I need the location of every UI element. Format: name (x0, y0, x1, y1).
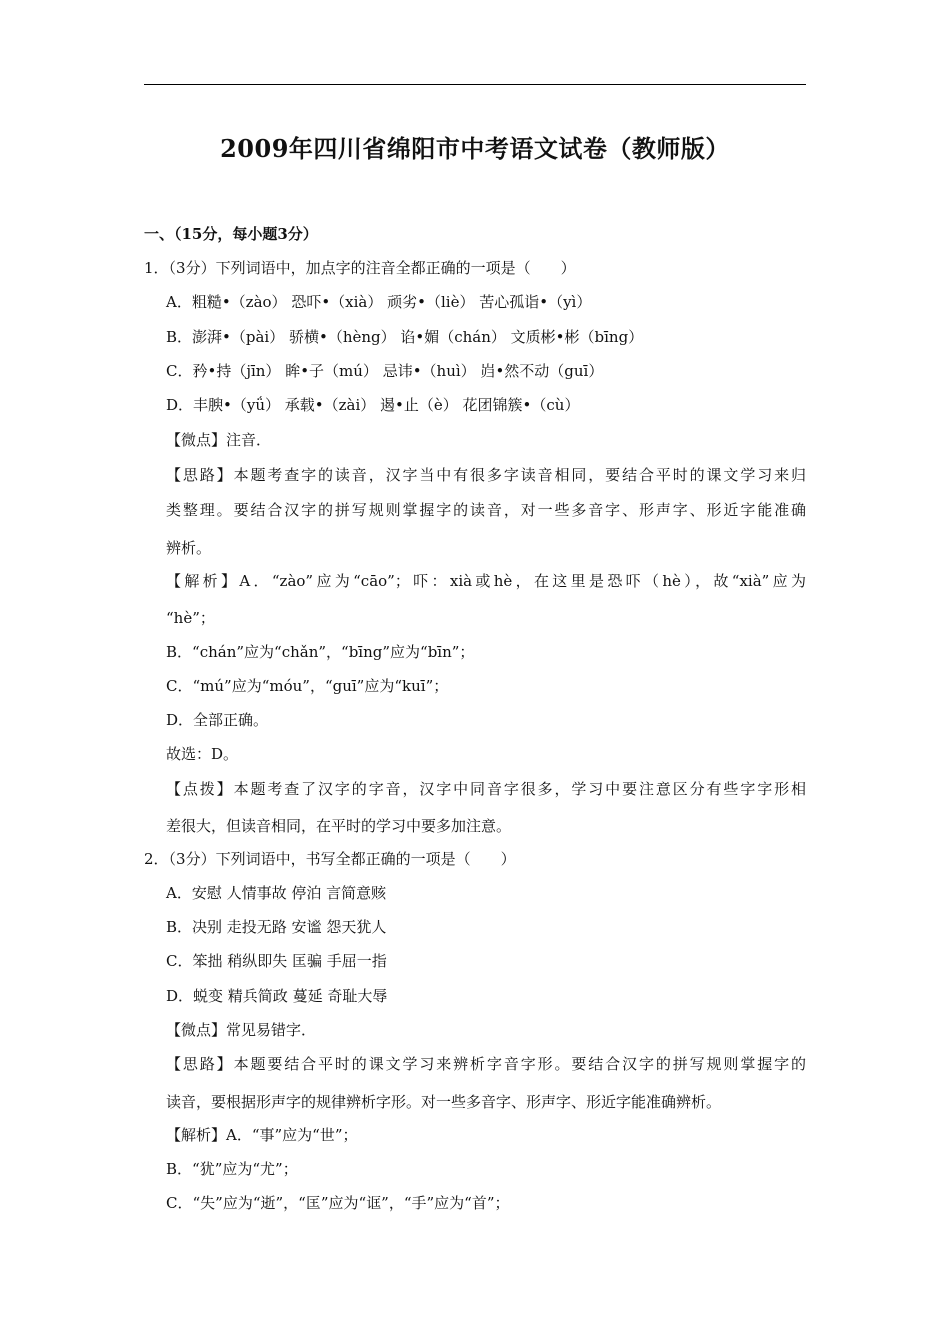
q2-analysis-b: B．“犹”应为“尤”； (166, 1160, 298, 1178)
header-rule (144, 84, 806, 85)
q1-analysis-c: C．“mú”应为“móu”，“guī”应为“kuī”； (166, 677, 449, 695)
q1-option-c: C．矜•持（jīn） 眸•子（mú） 忌讳•（huì） 岿•然不动（guī） (166, 362, 604, 380)
q1-analysis-line-2: “hè”； (166, 609, 215, 627)
page-title: 2009年四川省绵阳市中考语文试卷（教师版） (220, 134, 730, 163)
q2-option-c: C．笨拙 稍纵即失 匡骗 手屈一指 (166, 952, 387, 970)
q1-analysis-b: B．“chán”应为“chǎn”，“bīng”应为“bīn”； (166, 643, 475, 661)
q1-answer: 故选：D。 (166, 745, 239, 763)
q2-approach-line-1: 【思路】本题要结合平时的课文学习来辨析字音字形。要结合汉字的拼写规则掌握字的 (166, 1055, 806, 1073)
q1-analysis-d: D．全部正确。 (166, 711, 269, 729)
q2-keypoint: 【微点】常见易错字． (166, 1021, 317, 1039)
question-2-stem: 2．（3分）下列词语中，书写全都正确的一项是（ ） (144, 850, 516, 868)
question-1-stem: 1．（3分）下列词语中，加点字的注音全都正确的一项是（ ） (144, 259, 576, 277)
q1-approach-line-3: 辨析。 (166, 539, 212, 557)
q1-approach-line-2: 类整理。要结合汉字的拼写规则掌握字的读音，对一些多音字、形声字、形近字能准确 (166, 501, 806, 519)
q1-tip-line-2: 差很大，但读音相同，在平时的学习中要多加注意。 (166, 817, 512, 835)
q1-option-b: B．澎湃•（pài） 骄横•（hèng） 谄•媚（chán） 文质彬•彬（bīng） (166, 328, 644, 346)
q2-option-a: A．安慰 人情事故 停泊 言简意赅 (166, 884, 387, 902)
q2-analysis-c: C．“失”应为“逝”，“匡”应为“诓”，“手”应为“首”； (166, 1194, 510, 1212)
q2-approach-line-2: 读音，要根据形声字的规律辨析字形。对一些多音字、形声字、形近字能准确辨析。 (166, 1093, 722, 1111)
q1-approach-line-1: 【思路】本题考查字的读音，汉字当中有很多字读音相同，要结合平时的课文学习来归 (166, 466, 806, 484)
q1-analysis-line-1: 【解析】A．“zào”应为“cāo”；吓：xià或hè，在这里是恐吓（hè），故“xià”应为 (166, 572, 806, 590)
q1-option-a: A．粗糙•（zào） 恐吓•（xià） 顽劣•（liè） 苦心孤诣•（yì） (166, 293, 592, 311)
q2-analysis-a: 【解析】A．“事”应为“世”； (166, 1126, 358, 1144)
q2-option-d: D．蜕变 精兵简政 蔓延 奇耻大辱 (166, 987, 388, 1005)
q1-option-d: D．丰腴•（yǘ） 承载•（zài） 遏•止（è） 花团锦簇•（cù） (166, 396, 580, 414)
section-heading: 一、（15分，每小题3分） (144, 225, 318, 243)
q1-keypoint: 【微点】注音． (166, 431, 272, 449)
q2-option-b: B．决别 走投无路 安谧 怨天犹人 (166, 918, 387, 936)
q1-tip-line-1: 【点拨】本题考查了汉字的字音，汉字中同音字很多，学习中要注意区分有些字字形相 (166, 780, 806, 798)
